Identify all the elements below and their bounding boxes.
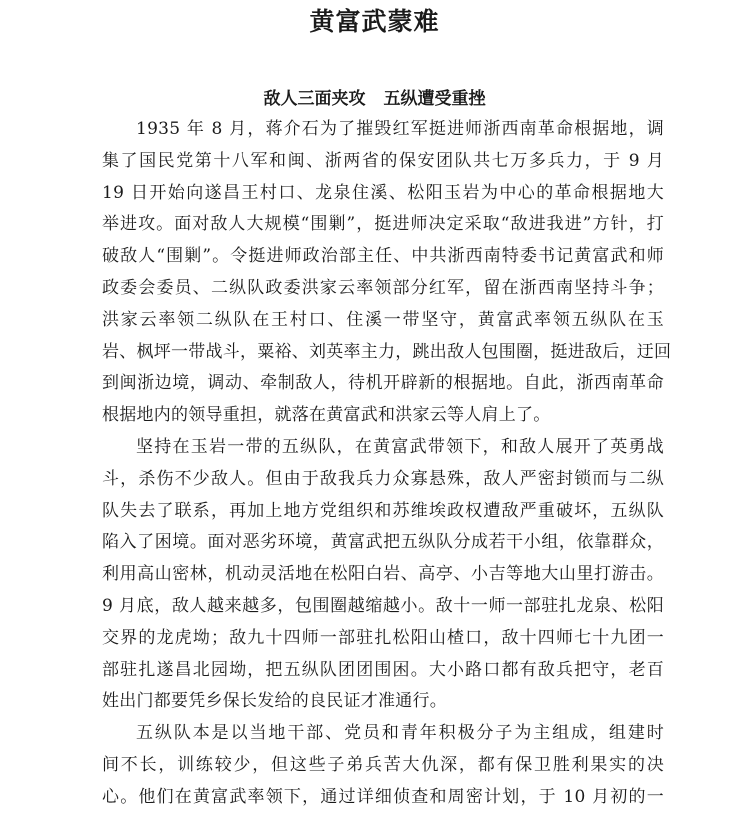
paragraph-line: 根据地内的领导重担，就落在黄富武和洪家云等人肩上了。 xyxy=(102,405,551,426)
paragraph-line: 队失去了联系，再加上地方党组织和苏维埃政权遭敌严重破坏，五纵队 xyxy=(102,500,664,521)
paragraph-line: 部驻扎遂昌北园坳，把五纵队团团围困。大小路口都有敌兵把守，老百 xyxy=(102,659,664,680)
body-text xyxy=(102,114,672,814)
paragraph xyxy=(102,432,664,718)
paragraph-line: 交界的龙虎坳；敌九十四师一部驻扎松阳山楂口，敌十四师七十九团一 xyxy=(102,627,664,648)
paragraph-line: 洪家云率领二纵队在王村口、住溪一带坚守，黄富武率领五纵队在玉 xyxy=(102,309,664,330)
paragraph-line: 集了国民党第十八军和闽、浙两省的保安团队共七万多兵力，于 9 月 xyxy=(102,150,664,171)
paragraph-line: 斗，杀伤不少敌人。但由于敌我兵力众寡悬殊，敌人严密封锁而与二纵 xyxy=(102,468,664,489)
section-heading-part2: 五纵遭受重挫 xyxy=(383,89,486,109)
paragraph-line: 利用高山密林，机动灵活地在松阳白岩、高亭、小吉等地大山里打游击。 xyxy=(102,564,664,585)
paragraph-line: 心。他们在黄富武率领下，通过详细侦查和周密计划，于 10 月初的一 xyxy=(102,786,664,807)
paragraph-line: 9 月底，敌人越来越多，包围圈越缩越小。敌十一师一部驻扎龙泉、松阳 xyxy=(102,595,664,616)
paragraph xyxy=(102,718,664,813)
paragraph-line: 1935 年 8 月，蒋介石为了摧毁红军挺进师浙西南革命根据地，调 xyxy=(136,119,664,139)
section-heading-part1: 敌人三面夹攻 xyxy=(263,89,366,109)
paragraph-line: 间不长，训练较少，但这些子弟兵苦大仇深，都有保卫胜利果实的决 xyxy=(102,754,664,775)
paragraph-line: 破敌人“围剿”。令挺进师政治部主任、中共浙西南特委书记黄富武和师 xyxy=(102,246,664,267)
section-heading xyxy=(0,86,749,112)
paragraph-line: 坚持在玉岩一带的五纵队，在黄富武带领下，和敌人展开了英勇战 xyxy=(136,436,664,457)
paragraph-line: 政委会委员、二纵队政委洪家云率领部分红军，留在浙西南坚持斗争； xyxy=(102,277,664,298)
paragraph xyxy=(102,114,672,432)
paragraph-line: 五纵队本是以当地干部、党员和青年积极分子为主组成，组建时 xyxy=(136,723,664,744)
paragraph-line: 19 日开始向遂昌王村口、龙泉住溪、松阳玉岩为中心的革命根据地大 xyxy=(102,182,664,203)
paragraph-line: 姓出门都要凭乡保长发给的良民证才准通行。 xyxy=(102,691,447,712)
paragraph-line: 岩、枫坪一带战斗，粟裕、刘英率主力，跳出敌人包围圈，挺进敌后，迂回 xyxy=(102,341,672,362)
chapter-title: 黄富武蒙难 xyxy=(309,7,440,36)
paragraph-line: 到闽浙边境，调动、牵制敌人，待机开辟新的根据地。自此，浙西南革命 xyxy=(102,373,664,394)
paragraph-line: 陷入了困境。面对恶劣环境，黄富武把五纵队分成若干小组，依靠群众， xyxy=(102,532,664,553)
paragraph-line: 举进攻。面对敌人大规模“围剿”，挺进师决定采取“敌进我进”方针，打 xyxy=(102,214,664,235)
